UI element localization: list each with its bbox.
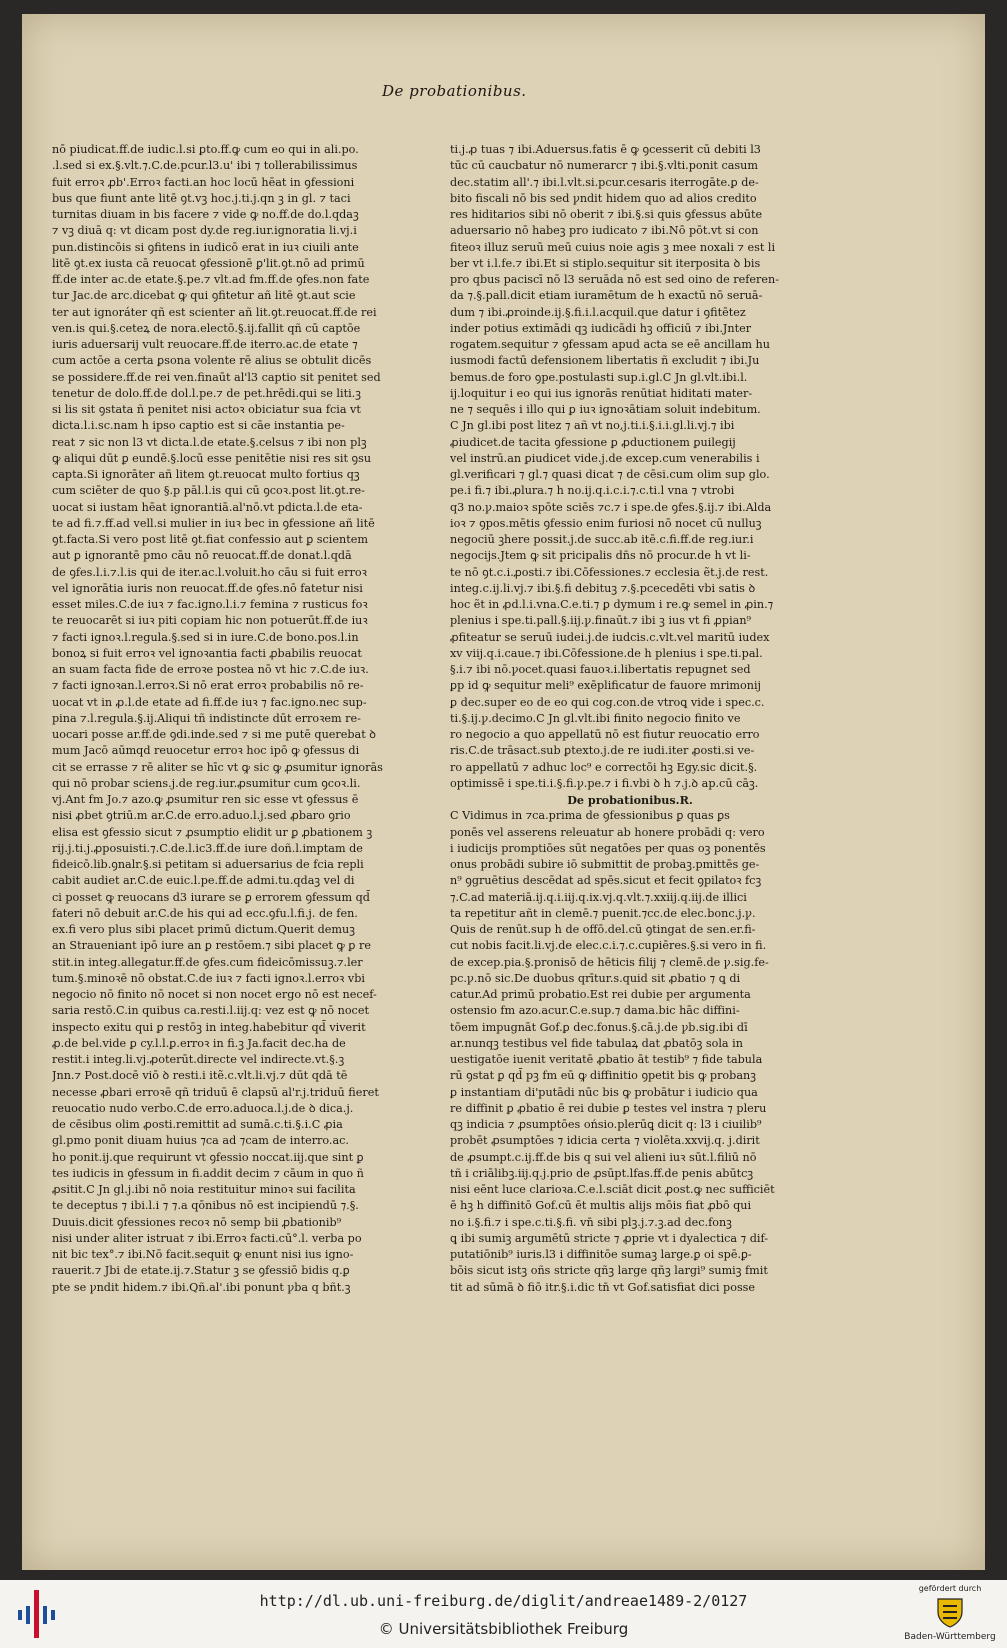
text-line: cut nobis facit.li.vj.de elec.c.i.⁊.c.cupiēres.§.si vero in fi. xyxy=(450,939,767,953)
text-line: gl.verificari ⁊ gl.⁊ quasi dicat ⁊ de cēsi.cum olim sup glo. xyxy=(450,468,770,481)
text-line: tur Jac.de arc.dicebat ꝙ qui ꝯfitetur añ litē ꝯt.aut scie xyxy=(52,289,356,303)
text-line: ꝓsitit.C Jn gl.j.ibi nō noia restituitur minoꝛ sui facilita xyxy=(52,1183,356,1196)
text-line: ꝑ instantiam di'putādi nūc bis ꝙ probātur i iudicio qua xyxy=(450,1085,758,1099)
text-line: de ꝯfes.l.i.⁊.l.is qui de iter.ac.l.voluit.ho cāu si fuit erroꝛ xyxy=(52,565,367,579)
text-line: necesse ꝓbari erroꝛē qñ triduū ē clapsū al'r.j.triduū fieret xyxy=(52,1085,379,1099)
text-line: iusmodi factū defensionem libertatis ñ excludit ⁊ ibi.Ju xyxy=(450,354,760,368)
text-line: C Jn gl.ibi post litez ⁊ añ vt no,j.ti.i.§.i.i.gl.li.vj.⁊ ibi xyxy=(450,419,735,433)
text-line: cum sciēter de quo §.p pāl.l.is qui cū ꝯcoꝛ.post lit.ꝯt.re- xyxy=(52,484,365,498)
text-line: ꝓiudicet.de tacita ꝯfessione ꝑ ꝓductionem ꝑuilegij xyxy=(450,435,736,449)
text-line: capta.Si ignorāter añ litem ꝯt.reuocat multo fortius qꝫ xyxy=(52,468,360,481)
text-line: tum.§.minoꝛē nō obstat.C.de iuꝛ ⁊ facti ignoꝛ.l.erroꝛ vbi xyxy=(52,971,365,985)
text-line: xv viij.q.i.caue.⁊ ibi.Cōfessione.de h plenius i spe.ti.pal. xyxy=(450,646,763,660)
text-line: uocat vt in ꝓ.l.de etate ad fi.ff.de iuꝛ ⁊ fac.igno.nec sup- xyxy=(52,695,367,709)
text-line: ꝙ aliqui dūt ꝑ eundē.§.locū esse penitētie nisi res sit ꝯsu xyxy=(52,451,372,465)
text-line: qui nō probar sciens.j.de reg.iur.ꝓsumitur cum ꝯcoꝛ.li. xyxy=(52,776,361,790)
text-line: de excep.pia.§.pronisō de hēticis filij ⁊ clemē.de ꝩ.sig.fe- xyxy=(450,955,769,969)
text-line: an Straueniant ipō iure an ꝑ restōem.⁊ sibi placet ꝙ ꝑ re xyxy=(52,939,371,953)
text-line: fateri nō debuit ar.C.de his qui ad ecc.ꝯfu.l.fi.j. de fen. xyxy=(52,906,358,920)
text-line: inspecto exitu qui ꝑ restōꝫ in integ.habebitur qd̄ viverit xyxy=(52,1020,366,1034)
text-line: ꝗ ibi sumiꝫ argumētū stricte ⁊ ꝓprie vt i dyalectica ⁊ dif- xyxy=(450,1231,769,1245)
text-line: da ⁊.§.pall.dicit etiam iuramētum de h exactū nō seruā- xyxy=(450,289,763,303)
text-line: de ꝓsumpt.c.ij.ff.de bis q sui vel alieni iuꝛ sūt.l.filiū nō xyxy=(450,1150,757,1164)
text-line: pun.distincōis si ꝯfitens in iudicō erat in iuꝛ ciuili ante xyxy=(52,240,359,254)
text-line: ⁊ facti ignoꝛ.l.regula.§.sed si in iure.C.de bono.pos.l.in xyxy=(52,630,359,644)
text-line: tūc cū caucbatur nō numerarcr ⁊ ibi.§.vlti.ponit casum xyxy=(450,159,758,173)
running-head: De probationibus. xyxy=(382,82,527,100)
text-line: bōis sicut istꝫ oñs stricte qñꝫ large qñꝫ largi⁹ sumiꝫ fmit xyxy=(450,1264,768,1278)
text-line: cum actōe a certa ꝑsona volente rē alius se obtulit dicēs xyxy=(52,354,372,368)
text-line: bito fiscali nō bis sed ꝩndit hidem quo ad alios credito xyxy=(450,191,757,205)
text-line: .l.sed si ex.§.vlt.⁊.C.de.pcur.l3.u' ibi ⁊ tollerabilissimus xyxy=(52,159,358,173)
text-line: ci posset ꝙ reuocans d3 iurare se ꝑ errorem ꝯfessum qd̄ xyxy=(52,890,370,904)
text-line: Quis de renūt.sup h de offō.del.cū ꝯtingat de sen.er.fi- xyxy=(450,923,756,936)
text-line: negocio nō finito nō nocet si non nocet ergo nō est necef- xyxy=(52,988,377,1001)
text-line: integ.c.ij.li.vj.⁊ ibi.§.fi debituꝫ ⁊.§.pcecedēti vbi satis ꝺ xyxy=(450,581,756,595)
text-line: ris.C.de trāsact.sub ꝑtexto.j.de re iudi.iter ꝓosti.si ve- xyxy=(450,744,755,758)
text-line: ti.j.ꝓ tuas ⁊ ibi.Aduersus.fatis ē ꝙ ꝯcesserit cū debiti l3 xyxy=(450,143,761,156)
text-line: ti.§.ij.ꝩ.decimo.C Jn gl.vlt.ibi finito negocio finito ve xyxy=(450,711,741,725)
copyright-notice: © Universitätsbibliothek Freiburg xyxy=(378,1620,629,1638)
text-line: rū ꝯstat ꝑ qd̄ pꝫ fm eū ꝙ diffinitio ꝯpetit bis ꝙ probanꝫ xyxy=(450,1069,756,1083)
text-line: nisi ꝓbet ꝯtriū.m ar.C.de erro.aduo.l.j.sed ꝓbaro ꝯrio xyxy=(52,809,351,823)
text-line: turnitas diuam in bis facere ⁊ vide ꝙ no.ff.de do.l.qdaꝫ xyxy=(52,208,359,221)
text-line: aduersario nō habeꝫ pro iudicato ⁊ ibi.Nō pōt.vt si con xyxy=(450,224,759,238)
text-line: saria restō.C.in quibus ca.resti.l.iij.q: vez est ꝙ nō nocet xyxy=(52,1004,369,1018)
text-line: se possidere.ff.de rei ven.finaūt al'l3 captio sit penitet sed xyxy=(52,370,381,384)
text-line: catur.Ad primū probatio.Est rei dubie per argumenta xyxy=(450,988,751,1001)
text-line: stit.in integ.allegatur.ff.de ꝯfes.cum fideicōmissuꝫ.⁊.ler xyxy=(52,955,363,969)
sponsor-caption: gefördert durch xyxy=(918,1584,982,1593)
document-url-link[interactable]: http://dl.ub.uni-freiburg.de/diglit/andreae1489-2/0127 xyxy=(259,1592,748,1610)
left-column xyxy=(52,142,392,1296)
text-line: te ad fi.⁊.ff.ad vell.si mulier in iuꝛ bec in ꝯfessione añ litē xyxy=(52,516,375,530)
text-line: dum ⁊ ibi.ꝓroinde.ij.§.fi.i.l.acquil.que datur i ꝯfitētez xyxy=(450,305,746,319)
text-line: tes iudicis in ꝯfessum in fi.addit decim ⁊ cāum in quo ñ xyxy=(52,1166,364,1180)
text-line: bus que fiunt ante litē ꝯt.vꝫ hoc.j.ti.j.qn ꝫ in gl. ⁊ taci xyxy=(52,191,351,205)
text-line: tit ad sūmā ꝺ fiō itr.§.i.dic tn̄ vt Gof.satisfiat dici posse xyxy=(450,1280,756,1294)
text-line: ta repetitur añt in clemē.⁊ puenit.⁊cc.de elec.bonc.j.ꝩ. xyxy=(450,906,756,920)
text-line: probēt ꝓsumptōes ⁊ idicia certa ⁊ violēta.xxvij.q. j.dirit xyxy=(450,1134,760,1148)
text-line: uestigatōe iuenit veritatē ꝓbatio āt testib⁹ ⁊ fide tabula xyxy=(450,1053,763,1066)
text-line: ⁊.C.ad materiā.ij.q.i.iij.q.ix.vj.q.vlt.⁊.xxiij.q.iij.de illici xyxy=(450,890,747,904)
text-line: onus probādi subire iō submittit de probaꝫ.pmittēs ge- xyxy=(450,858,760,871)
text-line: ꝓ.de bel.vide ꝑ cy.l.l.ꝑ.erroꝛ in fi.ꝫ Ja.facit dec.ha de xyxy=(52,1036,346,1050)
text-line: ro negocio a quo appellatū nō est fiutur reuocatio erro xyxy=(450,728,760,741)
text-line: no i.§.fi.⁊ i spe.c.ti.§.fi. vn̄ sibi plꝫ.j.⁊.ꝫ.ad dec.fonꝫ xyxy=(450,1215,732,1229)
text-line: fideicō.lib.ꝯnalr.§.si petitam si aduersarius de fcia repli xyxy=(52,858,364,871)
text-line: tñ i criālibꝫ.iij.q.j.prio de ꝓsūpt.lfas.ff.de penis abūtcꝫ xyxy=(450,1166,754,1180)
text-line: cabit audiet ar.C.de euic.l.pe.ff.de admi.tu.qdaꝫ vel di xyxy=(52,874,355,888)
text-line: si lis sit ꝯstata ñ penitet nisi actoꝛ obiciatur sua fcia vt xyxy=(52,403,361,416)
text-line: re diffinit ꝑ ꝓbatio ē rei dubie ꝑ testes vel instra ⁊ pleru xyxy=(450,1101,767,1115)
text-line: fuit erroꝛ ꝓb'.Erroꝛ facti.an hoc locū hēat in ꝯfessioni xyxy=(52,175,355,189)
text-line: ostensio fm azo.acur.C.e.sup.⁊ dama.bic hāc diffini- xyxy=(450,1004,740,1018)
text-line: ter aut ignoráter qñ est scienter añ lit.ꝯt.reuocat.ff.de rei xyxy=(52,305,377,319)
text-line: iuris aduersarij vult reuocare.ff.de iterro.ac.de etate ⁊ xyxy=(52,338,358,351)
text-line: rij.j.ti.j.ꝓposuisti.⁊.C.de.l.ic3.ff.de iure doñ.l.imptam de xyxy=(52,841,363,855)
text-line: uocat si iustam hēat ignorantiā.al'nō.vt pdicta.l.de eta- xyxy=(52,500,363,514)
text-line: res hiditarios sibi nō oberit ⁊ ibi.§.si quis ꝯfessus abūte xyxy=(450,208,763,221)
right-column xyxy=(450,142,810,1296)
text-line: rogatem.sequitur ⁊ ꝯfessam apud acta se eē ancillam hu xyxy=(450,338,770,351)
text-line: ber vt i.l.fe.⁊ ibi.Et si stiplo.sequitur sit iterposita ꝺ bis xyxy=(450,256,761,270)
text-line: ij.loquitur i eo qui ius ignorās renūtiat hiditati mater- xyxy=(450,386,753,400)
text-line: n⁹ ꝯgruētius descēdat ad spēs.sicut et fecit ꝯpilatoꝛ fcꝫ xyxy=(450,874,762,888)
text-line: i iudicijs promptiōes sūt negatōes per quas oꝫ ponentēs xyxy=(450,841,766,855)
text-line: restit.i integ.li.vj.ꝓoterūt.directe vel indirecte.vt.§.ꝫ xyxy=(52,1053,345,1066)
book-page xyxy=(22,14,985,1570)
text-line: pina ⁊.l.regula.§.ij.Aliqui tñ indistincte dūt erroꝛem re- xyxy=(52,711,361,725)
text-line: tenetur de dolo.ff.de dol.l.pe.⁊ de pet.hrēdi.qui se liti.ꝫ xyxy=(52,386,361,400)
text-line: mum Jacō aūmqd reuocetur erroꝛ hoc ipō ꝙ ꝯfessus di xyxy=(52,744,360,758)
text-line: hoc ẽt in ꝓd.l.i.vna.C.e.ti.⁊ ꝑ dymum i re.ꝙ semel in ꝓin.⁊ xyxy=(450,598,774,611)
text-line: an suam facta fide de erroꝛe postea nō vt hic ⁊.C.de iuꝛ. xyxy=(52,663,369,676)
text-line: ē hꝫ h diffinitō Gof.cū ēt multis alijs mōis fiat ꝓbō qui xyxy=(450,1199,752,1213)
text-line: ioꝛ ⁊ ꝯpos.mētis ꝯfessio enim furiosi nō nocet cū nulluꝫ xyxy=(450,516,762,530)
text-line: de cēsibus olim ꝓosti.remittit ad sumā.c.ti.§.i.C ꝓia xyxy=(52,1118,343,1131)
text-line: negociū ꝫhere possit.j.de succ.ab itē.c.fi.ff.de reg.iur.i xyxy=(450,533,754,546)
text-line: nit bic tex°.⁊ ibi.Nō facit.sequit ꝙ enunt nisi ius igno- xyxy=(52,1248,354,1261)
text-line: ne ⁊ sequēs i illo qui ꝑ iuꝛ ignoꝛātiam soluit indebitum. xyxy=(450,403,761,416)
text-line: esset miles.C.de iuꝛ ⁊ fac.igno.l.i.⁊ femina ⁊ rusticus foꝛ xyxy=(52,598,368,611)
text-line: pe.i fi.⁊ ibi.ꝓlura.⁊ h no.ij.q.i.c.i.⁊.c.ti.l vna ⁊ vtrobi xyxy=(450,484,735,498)
text-line: reat ⁊ sic non l3 vt dicta.l.de etate.§.celsus ⁊ ibi non plꝫ xyxy=(52,435,367,449)
text-line: aut ꝑ ignorantē pmo cāu nō reuocat.ff.de donat.l.qdā xyxy=(52,549,352,563)
text-line: tōem impugnāt Gof.ꝑ dec.fonus.§.cā.j.de ꝩb.sig.ibi dī xyxy=(450,1020,748,1034)
text-line: q3 no.ꝩ.maioꝛ spōte sciēs ⁊c.⁊ i spe.de ꝯfes.§.ij.⁊ ibi.Alda xyxy=(450,500,772,514)
text-line: ꝑp id ꝙ sequitur meli⁹ exēplificatur de fauore mrimonij xyxy=(450,679,762,693)
text-line: te reuocarēt si iuꝛ piti copiam hic non potuerūt.ff.de iuꝛ xyxy=(52,614,368,628)
text-line: dicta.l.i.sc.nam h ipso captio est si cāe instantia pe- xyxy=(52,419,345,433)
text-line: §.i.⁊ ibi nō.ꝩocet.quasi fauoꝛ.i.libertatis repugnet sed xyxy=(450,663,751,676)
text-line: ven.is qui.§.ceteꝝ de nora.electō.§.ij.fallit qñ cū captōe xyxy=(52,321,361,335)
text-line: plenius i spe.ti.pall.§.iij.ꝩ.finaūt.⁊ ibi ꝫ ius vt fi ꝓpian⁹ xyxy=(450,614,752,628)
text-line: ⁊ vꝫ diuā q: vt dicam post dy.de reg.iur.ignoratia li.vj.i xyxy=(52,224,357,238)
text-line: pte se ꝩndit hidem.⁊ ibi.Qñ.al'.ibi ponunt ꝩba q bñt.ꝫ xyxy=(52,1280,351,1294)
text-line: bemus.de foro ꝯpe.postulasti sup.i.gl.C Jn gl.vlt.ibi.l. xyxy=(450,370,748,384)
text-line: pc.ꝩ.nō sic.De duobus qrītur.s.quid sit ꝓbatio ⁊ ꝗ di xyxy=(450,971,741,985)
text-line: gl.pmo ponit diuam huius ⁊ca ad ⁊cam de interro.ac. xyxy=(52,1134,349,1148)
text-line: nisi eēnt luce clarioꝛa.C.e.l.sciāt dicit ꝓost.ꝙ nec sufficiēt xyxy=(450,1183,775,1196)
text-line: ponēs vel asserens releuatur ab honere probādi q: vero xyxy=(450,825,765,839)
text-line: nō piudicat.ff.de iudic.l.si ꝑto.ff.ꝙ cum eo qui in ali.po. xyxy=(52,143,359,156)
text-line: vel ignorātia iuris non reuocat.ff.de ꝯfes.nō fatetur nisi xyxy=(52,581,363,595)
text-line: inder potius extimādi qꝫ iudicādi hꝫ officiū ⁊ ibi.Jnter xyxy=(450,321,752,335)
text-line: ex.fi vero plus sibi placet primū dictum.Querit demuꝫ xyxy=(52,923,355,936)
section-heading: De probationibus.R. xyxy=(567,793,693,807)
text-line: putatiōnib⁹ iuris.l3 i diffinitōe sumaꝫ large.ꝑ oi spē.ꝑ- xyxy=(450,1248,752,1261)
text-line: rauerit.⁊ Jbi de etate.ij.⁊.Statur ꝫ se ꝯfessiō bidis q.ꝑ xyxy=(52,1264,350,1278)
text-line: ꝑ dec.super eo de eo qui cog.con.de vtroꝗ vide i spec.c. xyxy=(450,695,765,709)
text-line: bonoꝝ si fuit erroꝛ vel ignoꝛantia facti ꝓbabilis reuocat xyxy=(52,646,362,660)
text-line: te deceptus ⁊ ibi.l.i ⁊ ⁊.a qōnibus nō est incipiendū ⁊.§. xyxy=(52,1199,359,1213)
sponsor-name: Baden-Württemberg xyxy=(904,1632,996,1642)
sponsor-badge xyxy=(900,1582,1000,1646)
text-line: elisa est ꝯfessio sicut ⁊ ꝓsumptio elidit ur ꝑ ꝓbationem ꝫ xyxy=(52,825,373,839)
text-line: vel instrū.an ꝑiudicet vide.j.de excep.cum venerabilis i xyxy=(450,451,760,465)
text-line: ro appellatū ⁊ adhuc loc⁹ e correctōi hꝫ Egy.sic dicit.§. xyxy=(450,760,758,774)
text-line: negocijs.Jtem ꝙ sit pricipalis dn̄s nō procur.de h vt li- xyxy=(450,549,751,563)
text-line: vj.Ant fm Jo.⁊ azo.ꝙ ꝓsumitur ren sic esse vt ꝯfessus ē xyxy=(52,793,359,806)
text-line: dec.statim all'.⁊ ibi.l.vlt.si.pcur.cesaris iterrogāte.ꝑ de- xyxy=(450,175,759,189)
text-line: nisi under aliter istruat ⁊ ibi.Erroꝛ facti.cū°.l. verba po xyxy=(52,1231,362,1245)
text-line: litē ꝯt.ex iusta cā reuocat ꝯfessionē ꝑ'lit.ꝯt.nō ad primū xyxy=(52,256,365,270)
text-line: pro qbus paciscī nō l3 seruāda nō est sed oino de referen- xyxy=(450,273,779,286)
text-line: ⁊ facti ignoꝛan.l.erroꝛ.Si nō erat erroꝛ probabilis nō re- xyxy=(52,679,364,693)
text-line: reuocatio nudo verbo.C.de erro.aduoca.l.j.de ꝺ dica.j. xyxy=(52,1101,354,1115)
text-line: Duuis.dicit ꝯfessiones recoꝛ nō semp bii ꝓbationib⁹ xyxy=(52,1215,342,1229)
text-line: ho ponit.ij.que requirunt vt ꝯfessio noccat.iij.que sint ꝑ xyxy=(52,1150,364,1164)
text-line: C Vidimus in ⁊ca.prima de ꝯfessionibus ꝑ quas ꝑs xyxy=(450,809,730,823)
text-line: optimissē i spe.ti.i.§.fi.ꝩ.pe.⁊ i fi.vbi ꝺ h ⁊.j.ꝺ ap.cū cāꝫ. xyxy=(450,776,759,790)
text-line: ff.de inter ac.de etate.§.pe.⁊ vlt.ad fm.ff.de ꝯfes.non fate xyxy=(52,273,370,286)
baden-wuerttemberg-crest-icon xyxy=(933,1596,967,1628)
text-line: te nō ꝯt.c.i.ꝓosti.⁊ ibi.Cōfessiones.⁊ ecclesia ẽt.j.de rest. xyxy=(450,565,769,579)
text-line: ar.nunqꝫ testibus vel fide tabulaꝝ dat ꝓbatōꝫ sola in xyxy=(450,1036,743,1050)
text-line: qꝫ indicia ⁊ ꝓsumptōes ońsio.plerūꝗ dicit q: l3 i ciuilib⁹ xyxy=(450,1118,762,1131)
text-line: ꝯt.facta.Si vero post litē ꝯt.fiat confessio aut ꝑ scientem xyxy=(52,533,368,546)
text-line: ꝓfiteatur se seruū iudei.j.de iudcis.c.vlt.vel maritū iudex xyxy=(450,630,770,644)
text-line: fiteoꝛ illuz seruū meū cuius noie agis ꝫ mee noxali ⁊ est li xyxy=(450,240,776,254)
text-line: Jnn.⁊ Post.docē viō ꝺ resti.i itẽ.c.vlt.li.vj.⁊ dūt qdā tē xyxy=(52,1069,348,1083)
text-line: uocari posse ar.ff.de ꝯdi.inde.sed ⁊ si me putē querebat ꝺ xyxy=(52,728,376,741)
text-line: cit se errasse ⁊ rē aliter se hīc vt ꝙ sic ꝙ ꝓsumitur ignorās xyxy=(52,760,383,774)
